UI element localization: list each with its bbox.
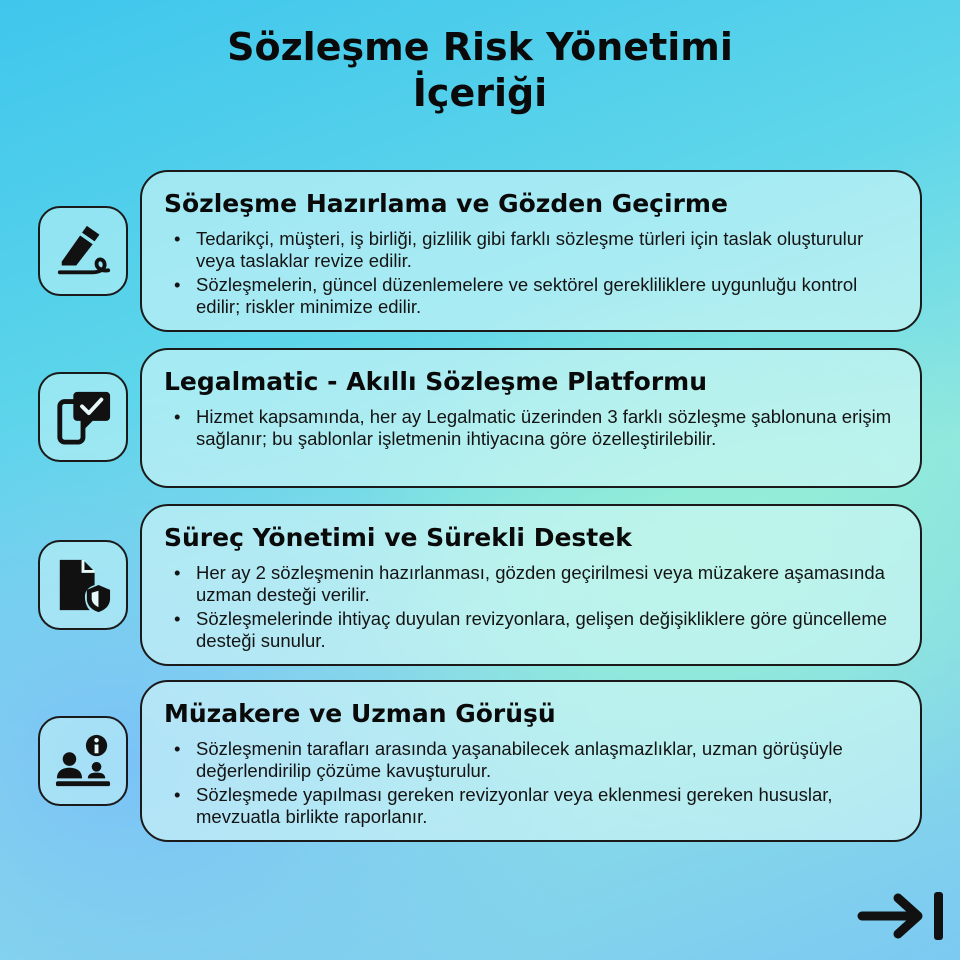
section-card-legalmatic <box>140 348 922 488</box>
list-item: • Hizmet kapsamında, her ay Legalmatic üzerinden 3 farklı sözleşme şablonuna erişim sağlanır; bu şablonlar işletmenin ihtiyacına göre özelleştirilebilir. <box>174 406 898 450</box>
bullet-list <box>164 562 898 652</box>
section-heading: Müzakere ve Uzman Görüşü <box>164 699 556 728</box>
bullet-list <box>164 406 898 450</box>
page-title <box>0 24 960 116</box>
bullet-list <box>164 228 898 318</box>
page-title-line-1: Sözleşme Risk Yönetimi <box>227 25 733 69</box>
list-item: • Her ay 2 sözleşmenin hazırlanması, gözden geçirilmesi veya müzakere aşamasında uzman desteği verilir. <box>174 562 898 606</box>
section-card-process-support <box>140 504 922 666</box>
arrow-right-to-bar-icon[interactable] <box>856 888 948 944</box>
section-card-negotiation <box>140 680 922 842</box>
page-title-line-2: İçeriği <box>412 71 548 115</box>
section-icon-box <box>38 540 128 630</box>
section-icon-box <box>38 372 128 462</box>
section-heading: Sözleşme Hazırlama ve Gözden Geçirme <box>164 189 728 218</box>
list-item: • Sözleşmenin tarafları arasında yaşanabilecek anlaşmazlıklar, uzman görüşüyle değerlendirilip çözüme kavuşturulur. <box>174 738 898 782</box>
bullet-list <box>164 738 898 828</box>
section-heading: Legalmatic - Akıllı Sözleşme Platformu <box>164 367 708 396</box>
section-icon-box <box>38 716 128 806</box>
list-item: • Sözleşmede yapılması gereken revizyonlar veya eklenmesi gereken hususlar, mevzuatla birlikte raporlanır. <box>174 784 898 828</box>
contract-sign-icon <box>54 222 112 280</box>
section-heading: Süreç Yönetimi ve Sürekli Destek <box>164 523 632 552</box>
document-shield-icon <box>54 556 112 614</box>
consultation-info-icon <box>54 732 112 790</box>
list-item: • Sözleşmelerinde ihtiyaç duyulan revizyonlara, gelişen değişikliklere göre güncelleme desteği sunulur. <box>174 608 898 652</box>
section-icon-box <box>38 206 128 296</box>
section-card-contract-drafting <box>140 170 922 332</box>
list-item: • Tedarikçi, müşteri, iş birliği, gizlilik gibi farklı sözleşme türleri için taslak oluşturulur veya taslaklar revize edilir. <box>174 228 898 272</box>
list-item: • Sözleşmelerin, güncel düzenlemelere ve sektörel gerekliliklere uygunluğu kontrol edilir; riskler minimize edilir. <box>174 274 898 318</box>
mobile-check-icon <box>54 388 112 446</box>
